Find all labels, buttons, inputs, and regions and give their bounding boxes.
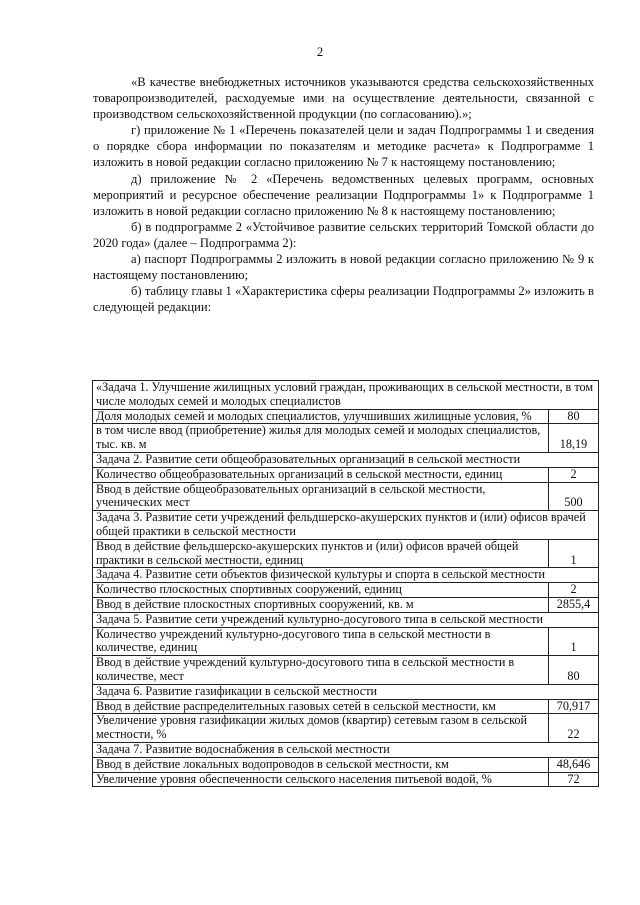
indicator-row <box>93 772 599 787</box>
task-title: Задача 5. Развитие сети учреждений культурно-досугового типа в сельской местности <box>93 612 599 627</box>
indicator-row <box>93 714 599 743</box>
indicator-row <box>93 583 599 598</box>
task-row <box>93 684 599 699</box>
indicator-label: Ввод в действие распределительных газовых сетей в сельской местности, км <box>93 699 549 714</box>
task-title: Задача 4. Развитие сети объектов физической культуры и спорта в сельской местности <box>93 568 599 583</box>
indicator-label: Ввод в действие плоскостных спортивных сооружений, кв. м <box>93 597 549 612</box>
indicator-label: Ввод в действие учреждений культурно-досугового типа в сельской местности в количестве, мест <box>93 656 549 685</box>
indicator-value: 2 <box>549 467 599 482</box>
indicator-value: 18,19 <box>549 424 599 453</box>
indicator-row <box>93 467 599 482</box>
paragraph-passport: а) паспорт Подпрограммы 2 изложить в новой редакции согласно приложению № 9 к настоящему постановлению; <box>93 252 594 283</box>
task-title: Задача 2. Развитие сети общеобразовательных организаций в сельской местности <box>93 452 599 467</box>
paragraph-appendix-1: г) приложение № 1 «Перечень показателей цели и задач Подпрограммы 1 и сведения о порядке сбора информации по показателям и методике расчета» к Подпрограмме 1 изложить в новой редакции согласно приложению № 7 к настоящему постановлению; <box>93 123 594 170</box>
task-title: Задача 7. Развитие водоснабжения в сельской местности <box>93 742 599 757</box>
indicator-row <box>93 424 599 453</box>
indicator-value: 1 <box>549 627 599 656</box>
task-title: Задача 6. Развитие газификации в сельской местности <box>93 684 599 699</box>
indicator-value: 2 <box>549 583 599 598</box>
indicator-label: Количество общеобразовательных организаций в сельской местности, единиц <box>93 467 549 482</box>
indicator-value: 80 <box>549 656 599 685</box>
indicator-value: 80 <box>549 409 599 424</box>
task-row <box>93 452 599 467</box>
page-number: 2 <box>316 44 324 59</box>
indicator-label: Увеличение уровня обеспеченности сельского населения питьевой водой, % <box>93 772 549 787</box>
paragraph-appendix-2: д) приложение № 2 «Перечень ведомственных целевых программ, основных мероприятий и ресурсное обеспечение реализации Подпрограммы 1» к Подпрограмме 1 изложить в новой редакции согласно приложению № 8 к настоящему постановлению; <box>93 171 594 218</box>
indicator-row <box>93 409 599 424</box>
indicator-value: 2855,4 <box>549 597 599 612</box>
task-row <box>93 742 599 757</box>
task-row <box>93 568 599 583</box>
indicator-row <box>93 539 599 568</box>
indicator-label: Количество учреждений культурно-досугового типа в сельской местности в количестве, единиц <box>93 627 549 656</box>
indicator-value: 70,917 <box>549 699 599 714</box>
task-title: Задача 3. Развитие сети учреждений фельдшерско-акушерских пунктов и (или) офисов врачей общей практики в сельской местности <box>93 511 599 540</box>
indicator-label: в том числе ввод (приобретение) жилья для молодых семей и молодых специалистов, тыс. кв. м <box>93 424 549 453</box>
indicator-row <box>93 757 599 772</box>
paragraph-subprogram-2: б) в подпрограмме 2 «Устойчивое развитие сельских территорий Томской области до 2020 года» (далее – Подпрограмма 2): <box>93 219 594 250</box>
paragraph-extrabudgetary: «В качестве внебюджетных источников указываются средства сельскохозяйственных товаропроизводителей, расходуемые ими на осуществление деятельности, связанной с производством сельскохозяйственной продукции (по согласованию).»; <box>93 75 594 122</box>
indicator-value: 48,646 <box>549 757 599 772</box>
task-row <box>93 612 599 627</box>
indicator-row <box>93 597 599 612</box>
indicator-label: Ввод в действие общеобразовательных организаций в сельской местности, ученических мест <box>93 482 549 511</box>
indicator-row <box>93 627 599 656</box>
indicator-value: 22 <box>549 714 599 743</box>
indicator-row <box>93 482 599 511</box>
task-row <box>93 381 599 410</box>
indicator-label: Увеличение уровня газификации жилых домов (квартир) сетевым газом в сельской местности, % <box>93 714 549 743</box>
indicator-row <box>93 656 599 685</box>
indicator-value: 72 <box>549 772 599 787</box>
indicators-table <box>92 380 599 787</box>
indicator-value: 500 <box>549 482 599 511</box>
body-text <box>93 74 594 315</box>
indicator-label: Количество плоскостных спортивных сооружений, единиц <box>93 583 549 598</box>
indicator-row <box>93 699 599 714</box>
paragraph-table-intro: б) таблицу главы 1 «Характеристика сферы реализации Подпрограммы 2» изложить в следующей редакции: <box>93 284 594 315</box>
task-title: «Задача 1. Улучшение жилищных условий граждан, проживающих в сельской местности, в том числе молодых семей и молодых специалистов <box>93 381 599 410</box>
task-row <box>93 511 599 540</box>
indicator-label: Ввод в действие локальных водопроводов в сельской местности, км <box>93 757 549 772</box>
indicator-value: 1 <box>549 539 599 568</box>
indicator-label: Доля молодых семей и молодых специалистов, улучшивших жилищные условия, % <box>93 409 549 424</box>
indicator-label: Ввод в действие фельдшерско-акушерских пунктов и (или) офисов врачей общей практики в сельской местности, единиц <box>93 539 549 568</box>
